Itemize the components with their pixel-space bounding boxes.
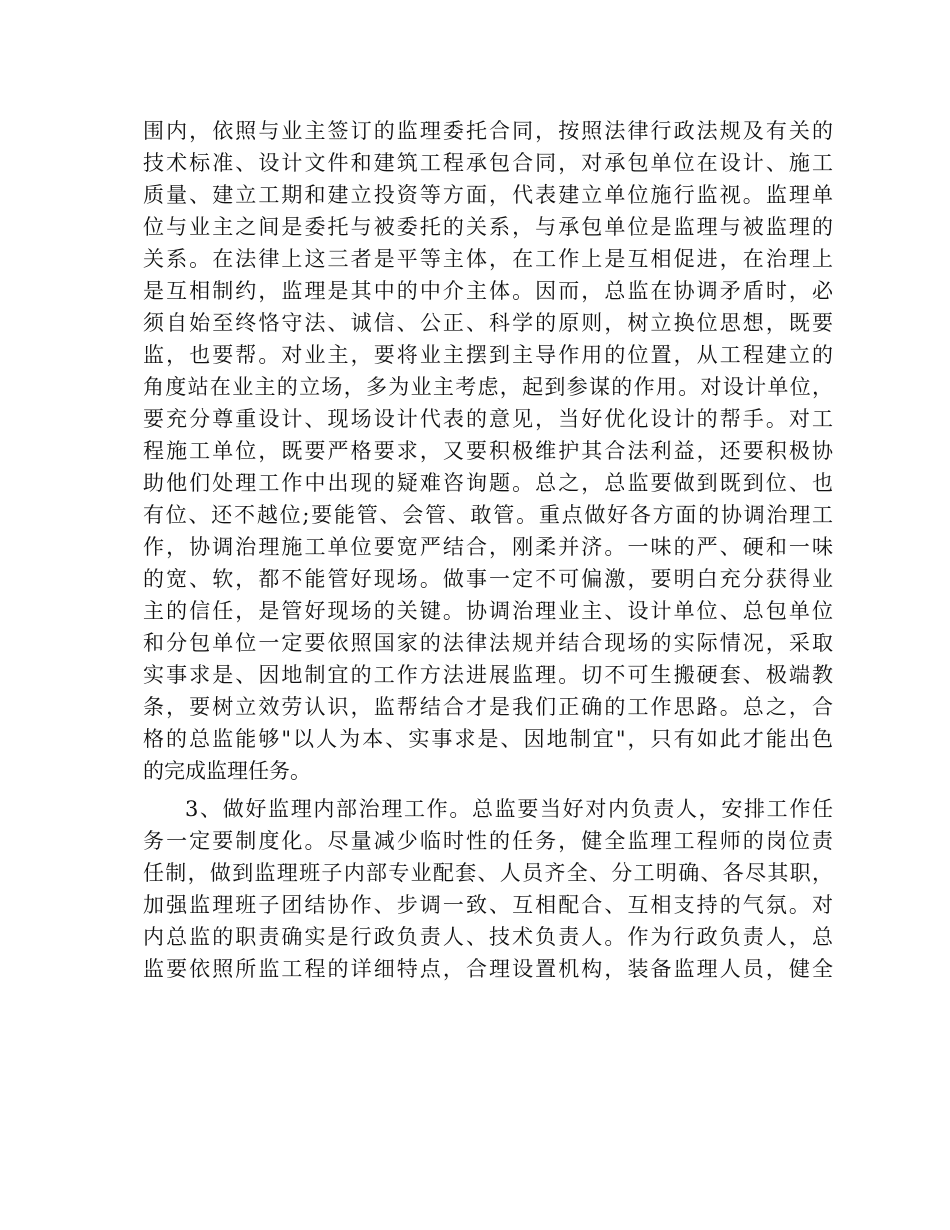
text-line: 加强监理班子团结协作、步调一致、互相配合、互相支持的气氛。对 (143, 893, 833, 917)
text-line: 有位、还不越位;要能管、会管、敢管。重点做好各方面的协调治理工 (143, 503, 833, 527)
text-line: 务一定要制度化。尽量减少临时性的任务，健全监理工程师的岗位责 (143, 829, 833, 853)
text-line: 角度站在业主的立场，多为业主考虑，起到参谋的作用。对设计单位， (143, 375, 833, 399)
text-line: 3、做好监理内部治理工作。总监要当好对内负责人，安排工作任 (185, 797, 833, 821)
text-line: 须自始至终恪守法、诚信、公正、科学的原则，树立换位思想，既要 (143, 311, 833, 335)
paragraph (143, 793, 833, 985)
text-line: 监，也要帮。对业主，要将业主摆到主导作用的位置，从工程建立的 (143, 343, 833, 367)
text-line: 实事求是、因地制宜的工作方法进展监理。切不可生搬硬套、极端教 (143, 663, 833, 687)
text-line: 的完成监理任务。 (143, 759, 311, 783)
text-line: 要充分尊重设计、现场设计代表的意见，当好优化设计的帮手。对工 (143, 407, 833, 431)
text-line: 的宽、软，都不能管好现场。做事一定不可偏激，要明白充分获得业 (143, 567, 833, 591)
text-line: 程施工单位，既要严格要求，又要积极维护其合法利益，还要积极协 (143, 439, 833, 463)
text-line: 和分包单位一定要依照国家的法律法规并结合现场的实际情况，采取 (143, 631, 833, 655)
text-line: 内总监的职责确实是行政负责人、技术负责人。作为行政负责人，总 (143, 925, 833, 949)
text-line: 格的总监能够"以人为本、实事求是、因地制宜"，只有如此才能出色 (143, 727, 833, 751)
text-line: 质量、建立工期和建立投资等方面，代表建立单位施行监视。监理单 (143, 183, 833, 207)
paragraph (143, 115, 833, 787)
text-line: 主的信任，是管好现场的关键。协调治理业主、设计单位、总包单位 (143, 599, 833, 623)
text-line: 关系。在法律上这三者是平等主体，在工作上是互相促进，在治理上 (143, 247, 833, 271)
text-line: 条，要树立效劳认识，监帮结合才是我们正确的工作思路。总之，合 (143, 695, 833, 719)
text-line: 作，协调治理施工单位要宽严结合，刚柔并济。一味的严、硬和一味 (143, 535, 833, 559)
text-line: 位与业主之间是委托与被委托的关系，与承包单位是监理与被监理的 (143, 215, 833, 239)
text-line: 助他们处理工作中出现的疑难咨询题。总之，总监要做到既到位、也 (143, 471, 833, 495)
text-line: 技术标准、设计文件和建筑工程承包合同，对承包单位在设计、施工 (143, 151, 833, 175)
body-text (143, 115, 833, 985)
text-line: 围内，依照与业主签订的监理委托合同，按照法律行政法规及有关的 (143, 119, 833, 143)
text-line: 监要依照所监工程的详细特点，合理设置机构，装备监理人员，健全 (143, 957, 833, 981)
text-line: 是互相制约，监理是其中的中介主体。因而，总监在协调矛盾时，必 (143, 279, 833, 303)
text-line: 任制，做到监理班子内部专业配套、人员齐全、分工明确、各尽其职， (143, 861, 833, 885)
